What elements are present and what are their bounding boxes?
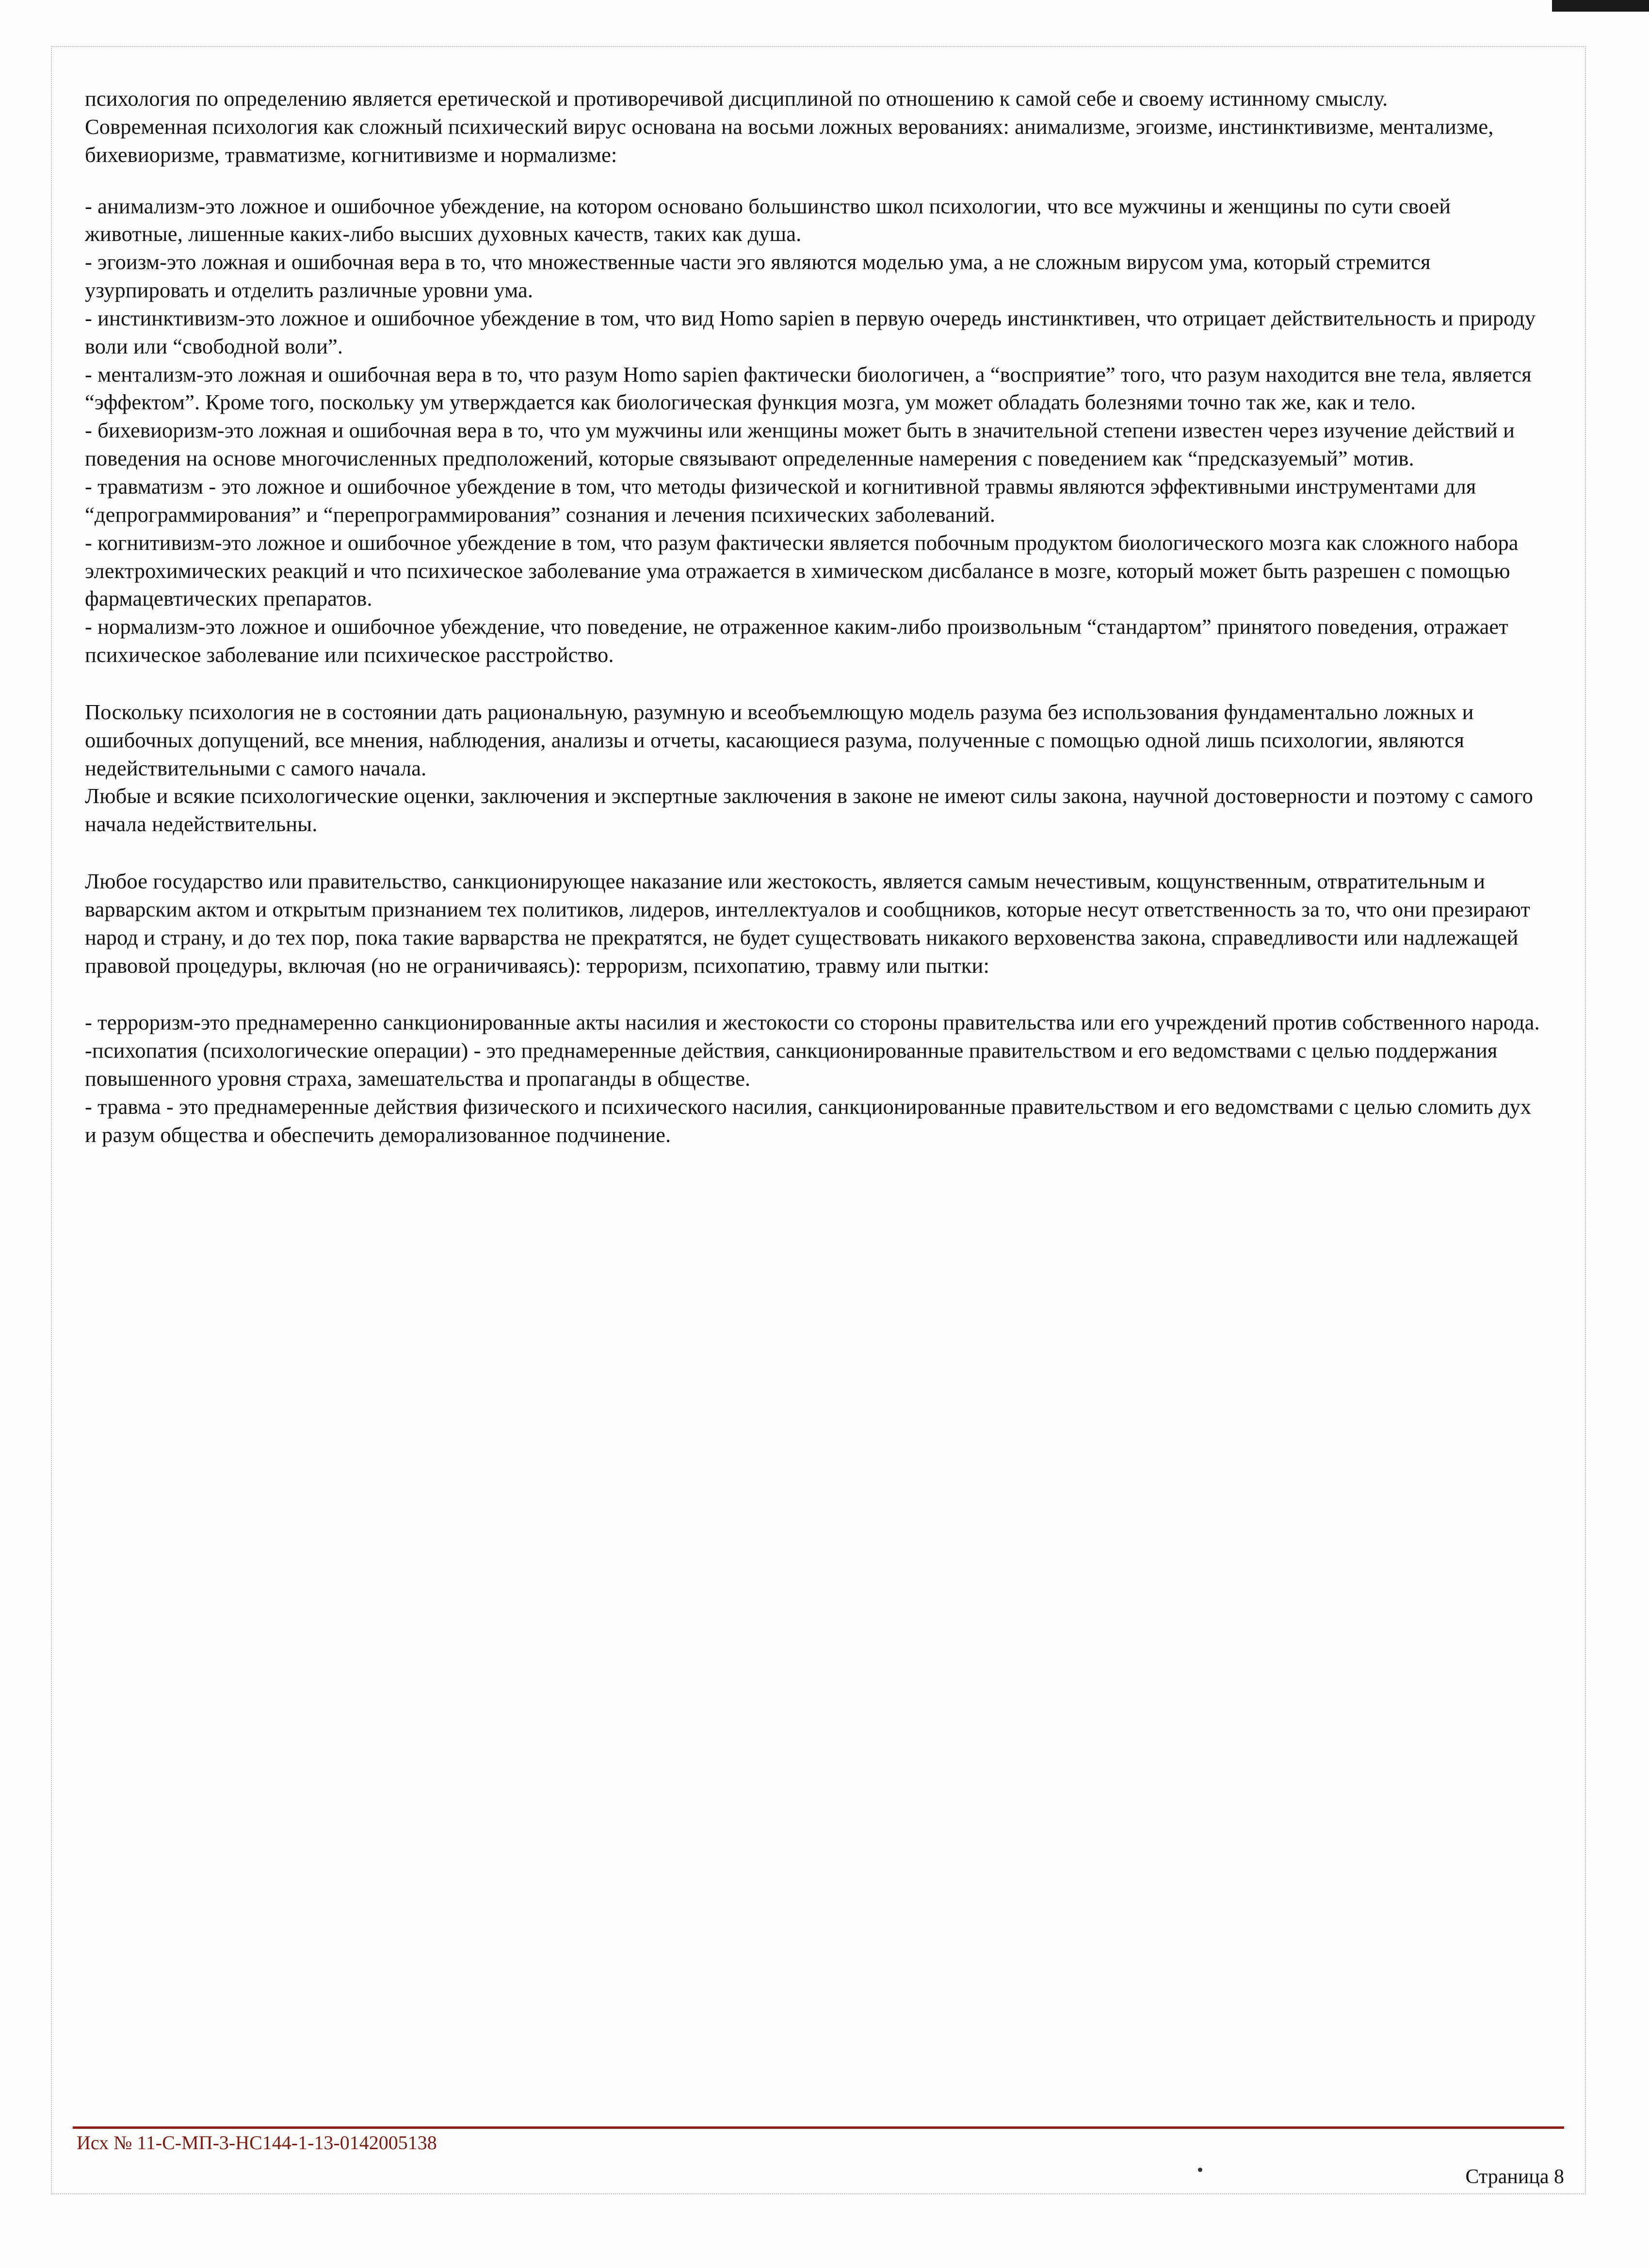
footer-divider (73, 2126, 1564, 2129)
paragraph-psychopathy: -психопатия (психологические операции) - это преднамеренные действия, санкционированные правительством и его ведомствами с целью поддержания повышенного уровня страха, замешательства и пропаганды в обществе. (85, 1038, 1498, 1091)
paragraph-normalism: - нормализм-это ложное и ошибочное убеждение, что поведение, не отраженное каким-либо произвольным “стандартом” принятого поведения, отражает психическое заболевание или психическое расстройство. (85, 614, 1508, 667)
spacer (85, 980, 1545, 1009)
paragraph-state-sanction: Любое государство или правительство, санкционирующее наказание или жестокость, является самым нечестивым, кощунственным, отвратительным и варварским актом и открытым признанием тех политиков, лидеров, интеллектуалов и сообщников, которые несут ответственность за то, что они презирают народ и страну, и до тех пор, пока такие варварства не прекратятся, не будет существовать никакого верховенства закона, справедливости или надлежащей правовой процедуры, включая (но не ограничиваясь): терроризм, психопатию, травму или пытки: (85, 869, 1531, 978)
spacer (85, 838, 1545, 868)
footer-reference: Исх № 11-С-МП-3-НС144-1-13-0142005138 (77, 2132, 437, 2154)
paragraph-instinctivism: - инстинктивизм-это ложное и ошибочное убеждение в том, что вид Homo sapien в первую очередь инстинктивен, что отрицает действительность и природу воли или “свободной воли”. (85, 306, 1536, 358)
paragraph-behaviorism: - бихевиоризм-это ложная и ошибочная вера в то, что ум мужчины или женщины может быть в значительной степени известен через изучение действий и поведения на основе многочисленных предположений, которые связывают определенные намерения с поведением как “предсказуемый” мотив. (85, 418, 1515, 471)
paragraph-terrorism: - терроризм-это преднамеренно санкционированные акты насилия и жестокости со стороны правительства или его учреждений против собственного народа. (85, 1010, 1540, 1035)
paragraph-intro: психология по определению является еретической и противоречивой дисциплиной по отношению к самой себе и своему истинному смыслу. (85, 86, 1388, 111)
paragraph-egoism: - эгоизм-это ложная и ошибочная вера в то, что множественные части эго являются моделью ума, а не сложным вирусом ума, который стремится узурпировать и отделить различные уровни ума. (85, 250, 1431, 303)
spacer (85, 669, 1545, 698)
paragraph-eight-beliefs-intro: Современная психология как сложный психический вирус основана на восьми ложных верованиях: анимализме, эгоизме, инстинктивизме, ментализме, бихевиоризме, травматизме, когнитивизме и нормализме: (85, 114, 1494, 167)
paragraph-invalidity: Поскольку психология не в состоянии дать рациональную, разумную и всеобъемлющую модель разума без использования фундаментально ложных и ошибочных допущений, все мнения, наблюдения, анализы и отчеты, касающиеся разума, полученные с помощью одной лишь психологии, являются недействительными с самого начала. (85, 699, 1474, 780)
footer-dot-mark (1198, 2168, 1202, 2172)
scanner-artifact (1552, 0, 1649, 12)
page-number: Страница 8 (1465, 2166, 1564, 2188)
paragraph-mentalism: - ментализм-это ложная и ошибочная вера в то, что разум Homo sapien фактически биологичен, а “восприятие” того, что разум находится вне тела, является “эффектом”. Кроме того, поскольку ум утверждается как биологическая функция мозга, ум может обладать болезнями точно так же, как и тело. (85, 362, 1532, 415)
paragraph-assessments: Любые и всякие психологические оценки, заключения и экспертные заключения в законе не имеют силы закона, научной достоверности и поэтому с самого начала недействительны. (85, 784, 1533, 836)
paragraph-cognitivism: - когнитивизм-это ложное и ошибочное убеждение в том, что разум фактически является побочным продуктом биологического мозга как сложного набора электрохимических реакций и что психическое заболевание ума отражается в химическом дисбалансе в мозге, который может быть разрешен с помощью фармацевтических препаратов. (85, 530, 1519, 611)
paragraph-trauma: - травма - это преднамеренные действия физического и психического насилия, санкционированные правительством и его ведомствами с целью сломить дух и разум общества и обеспечить деморализованное подчинение. (85, 1094, 1532, 1147)
paragraph-animalism: - анимализм-это ложное и ошибочное убеждение, на котором основано большинство школ психологии, что все мужчины и женщины по сути своей животные, лишенные каких-либо высших духовных качеств, таких как душа. (85, 193, 1451, 246)
document-body (85, 85, 1545, 1149)
spacer (85, 169, 1545, 193)
paragraph-traumatism: - травматизм - это ложное и ошибочное убеждение в том, что методы физической и когнитивной травмы являются эффективными инструментами для “депрограммирования” и “перепрограммирования” сознания и лечения психических заболеваний. (85, 474, 1476, 527)
